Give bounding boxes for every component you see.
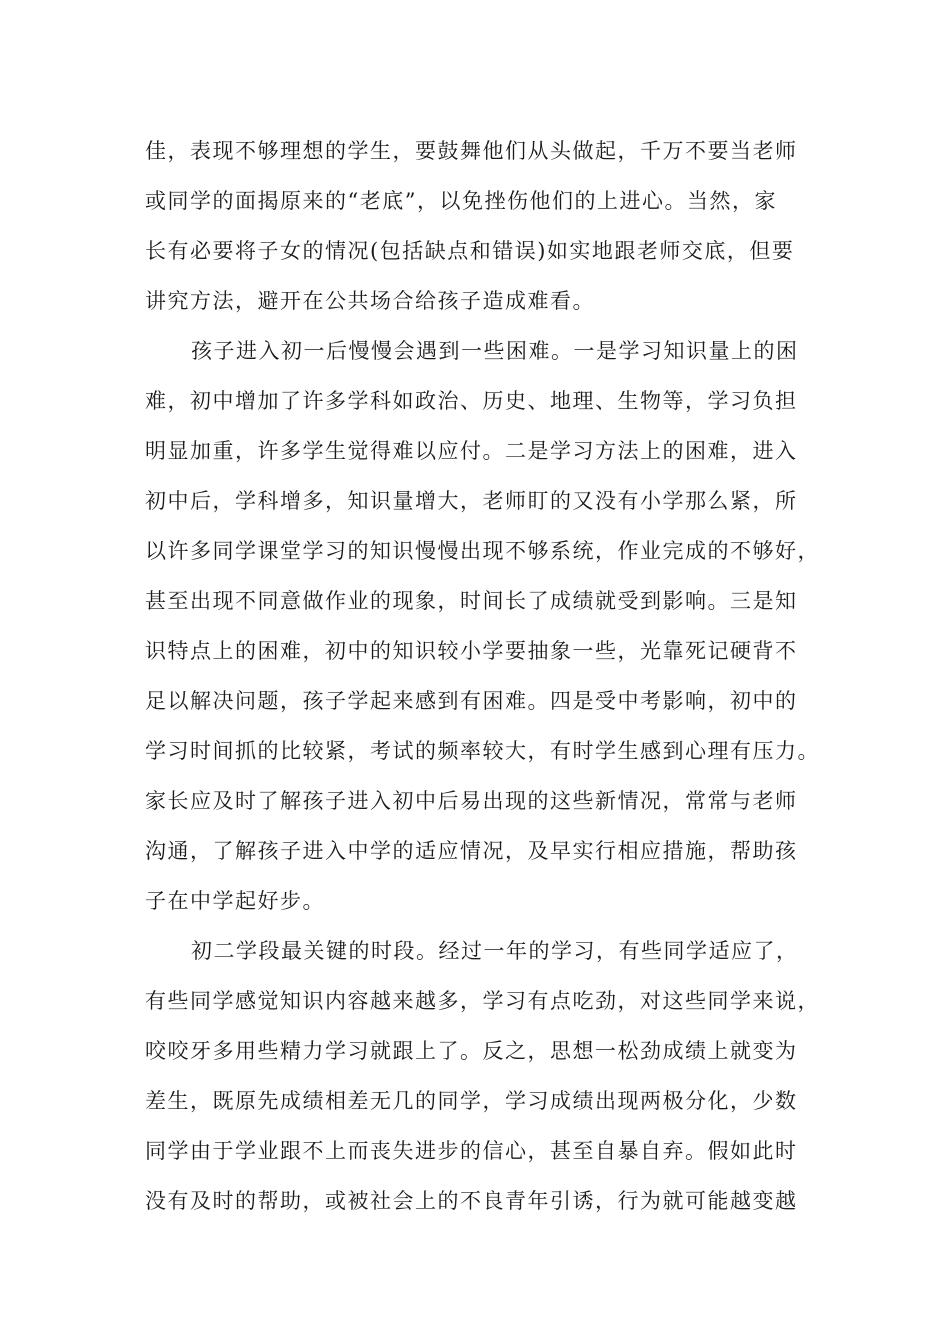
text-line: 难，初中增加了许多学科如政治、历史、地理、生物等，学习负担 (145, 389, 798, 413)
paragraph-first-line: 初二学段最关键的时段。经过一年的学习，有些同学适应了， (191, 939, 799, 963)
text-line: 讲究方法，避开在公共场合给孩子造成难看。 (145, 289, 595, 313)
text-line: 沟通，了解孩子进入中学的适应情况，及早实行相应措施，帮助孩 (145, 839, 798, 863)
text-line: 没有及时的帮助，或被社会上的不良青年引诱，行为就可能越变越 (145, 1189, 798, 1213)
text-line: 长有必要将子女的情况(包括缺点和错误)如实地跟老师交底，但要 (145, 239, 795, 263)
text-line: 差生，既原先成绩相差无几的同学，学习成绩出现两极分化，少数 (145, 1089, 798, 1113)
text-line: 初中后，学科增多，知识量增大，老师盯的又没有小学那么紧，所 (145, 489, 798, 513)
text-line: 同学由于学业跟不上而丧失进步的信心，甚至自暴自弃。假如此时 (145, 1139, 798, 1163)
text-line: 子在中学起好步。 (145, 889, 325, 913)
text-line: 佳，表现不够理想的学生，要鼓舞他们从头做起，千万不要当老师 (145, 139, 798, 163)
text-line: 家长应及时了解孩子进入初中后易出现的这些新情况，常常与老师 (145, 789, 798, 813)
text-line: 或同学的面揭原来的“老底”，以免挫伤他们的上进心。当然，家 (145, 189, 777, 213)
text-line: 咬咬牙多用些精力学习就跟上了。反之，思想一松劲成绩上就变为 (145, 1039, 798, 1063)
text-line: 以许多同学课堂学习的知识慢慢出现不够系统，作业完成的不够好， (145, 539, 820, 563)
text-line: 足以解决问题，孩子学起来感到有困难。四是受中考影响，初中的 (145, 689, 798, 713)
text-line: 有些同学感觉知识内容越来越多，学习有点吃劲，对这些同学来说， (145, 989, 820, 1013)
text-line: 学习时间抓的比较紧，考试的频率较大，有时学生感到心理有压力。 (145, 739, 820, 763)
paragraph-first-line: 孩子进入初一后慢慢会遇到一些困难。一是学习知识量上的困 (191, 339, 799, 363)
text-line: 甚至出现不同意做作业的现象，时间长了成绩就受到影响。三是知 (145, 589, 798, 613)
text-line: 明显加重，许多学生觉得难以应付。二是学习方法上的困难，进入 (145, 439, 798, 463)
document-body (145, 126, 820, 1226)
text-line: 识特点上的困难，初中的知识较小学要抽象一些，光靠死记硬背不 (145, 639, 798, 663)
